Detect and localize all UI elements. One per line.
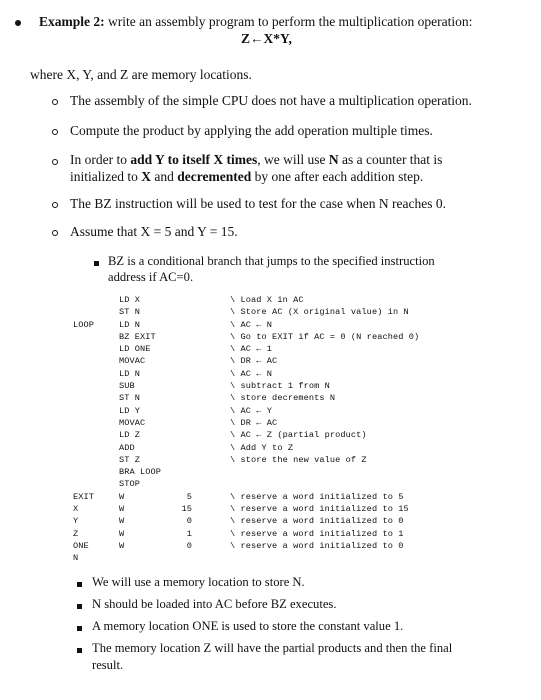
- point-2: Compute the product by applying the add operation multiple times.: [70, 123, 433, 138]
- code-value: [168, 368, 192, 380]
- subpoint-line2: address if AC=0.: [108, 270, 194, 284]
- code-comment: \ reserve a word initialized to 15: [230, 504, 409, 515]
- code-instruction: ADD: [119, 442, 135, 453]
- code-label: EXIT: [73, 491, 95, 502]
- code-instruction: ST N: [119, 393, 141, 404]
- code-label: X: [73, 504, 79, 515]
- code-instruction: W: [119, 504, 125, 515]
- code-value: 5: [186, 491, 192, 502]
- code-label: [73, 466, 94, 478]
- code-label: [73, 294, 94, 306]
- code-labels-column: [73, 294, 94, 565]
- code-instruction: MOVAC: [119, 356, 146, 367]
- code-value: [168, 392, 192, 404]
- code-label: ONE: [73, 540, 89, 551]
- point-4: The BZ instruction will be used to test for the case when N reaches 0.: [70, 196, 447, 211]
- code-comment: \ AC ← 1: [230, 344, 273, 355]
- code-value: [168, 405, 192, 417]
- code-value: 0: [186, 540, 192, 551]
- code-values-column: [168, 294, 192, 565]
- code-label: [73, 454, 94, 466]
- code-value: [168, 343, 192, 355]
- code-comment: \ AC ← Y: [230, 405, 273, 416]
- code-comment: \ AC ← N: [230, 368, 273, 379]
- code-comment: \ AC ← Z (partial product): [230, 430, 367, 441]
- code-label: Y: [73, 516, 79, 527]
- code-comment: \ store the new value of Z: [230, 454, 367, 465]
- final-point-4-cont: result.: [92, 658, 124, 672]
- code-value: [168, 306, 192, 318]
- code-label: [73, 429, 94, 441]
- point-5: Assume that X = 5 and Y = 15.: [70, 224, 238, 239]
- code-label: [73, 442, 94, 454]
- code-value: 15: [181, 504, 192, 515]
- code-label: [73, 380, 94, 392]
- code-value: [168, 380, 192, 392]
- code-label: [73, 355, 94, 367]
- code-comment: \ reserve a word initialized to 0: [230, 516, 404, 527]
- code-instructions-column: [119, 294, 161, 565]
- code-value: [168, 552, 192, 564]
- code-comment: [230, 552, 419, 564]
- code-label: Z: [73, 528, 79, 539]
- code-instruction: BRA LOOP: [119, 467, 162, 478]
- code-instruction: LD X: [119, 295, 141, 305]
- code-comment: \ store decrements N: [230, 393, 336, 404]
- code-value: [168, 466, 192, 478]
- code-comment: \ Add Y to Z: [230, 442, 294, 453]
- code-comments-column: [230, 294, 419, 565]
- bullet-circle: [52, 99, 58, 105]
- code-value: [168, 442, 192, 454]
- code-instruction: SUB: [119, 381, 135, 392]
- code-comment: \ subtract 1 from N: [230, 381, 330, 392]
- code-value: [168, 319, 192, 331]
- point-1: The assembly of the simple CPU does not have a multiplication operation.: [70, 93, 472, 108]
- code-label: LOOP: [73, 319, 95, 330]
- code-instruction: LD ONE: [119, 344, 151, 355]
- code-comment: \ Go to EXIT if AC = 0 (N reached 0): [230, 331, 420, 342]
- bullet-circle: [52, 129, 58, 135]
- bullet-square: [77, 582, 82, 587]
- code-value: [168, 454, 192, 466]
- final-point-2: N should be loaded into AC before BZ executes.: [92, 597, 337, 611]
- code-value: [168, 429, 192, 441]
- code-label: [73, 392, 94, 404]
- code-instruction: ST N: [119, 307, 141, 318]
- example-label: Example 2:: [39, 14, 105, 29]
- bullet-square: [77, 626, 82, 631]
- bullet-dot: [15, 20, 21, 26]
- bullet-square: [94, 261, 99, 266]
- code-label: [73, 417, 94, 429]
- code-comment: \ DR ← AC: [230, 356, 278, 367]
- code-instruction: W: [119, 540, 125, 551]
- code-instruction: [119, 552, 161, 564]
- bullet-circle: [52, 230, 58, 236]
- bullet-square: [77, 648, 82, 653]
- point-3-line1: In order to add Y to itself X times, we will use N as a counter that is: [70, 152, 443, 167]
- code-label: [73, 405, 94, 417]
- code-instruction: BZ EXIT: [119, 331, 156, 342]
- code-comment: \ Load X in AC: [230, 295, 304, 305]
- bullet-circle: [52, 202, 58, 208]
- code-comment: \ reserve a word initialized to 0: [230, 540, 404, 551]
- code-value: 0: [186, 516, 192, 527]
- code-comment: [230, 478, 419, 490]
- code-instruction: LD N: [119, 319, 141, 330]
- code-instruction: ST Z: [119, 454, 141, 465]
- code-label: [73, 306, 94, 318]
- final-point-1: We will use a memory location to store N.: [92, 575, 305, 589]
- code-value: [168, 294, 192, 306]
- code-instruction: LD Y: [119, 405, 141, 416]
- code-instruction: LD N: [119, 368, 141, 379]
- code-comment: \ reserve a word initialized to 1: [230, 528, 404, 539]
- final-point-4: The memory location Z will have the partial products and then the final: [92, 641, 453, 655]
- code-instruction: MOVAC: [119, 417, 146, 428]
- code-comment: \ AC ← N: [230, 319, 273, 330]
- code-instruction: LD Z: [119, 430, 141, 441]
- code-value: [168, 331, 192, 343]
- code-comment: [230, 466, 419, 478]
- code-comment: \ DR ← AC: [230, 417, 278, 428]
- bullet-square: [77, 604, 82, 609]
- subpoint-line1: BZ is a conditional branch that jumps to the specified instruction: [108, 254, 435, 268]
- code-value: [168, 417, 192, 429]
- final-point-3: A memory location ONE is used to store the constant value 1.: [92, 619, 404, 633]
- where-text: where X, Y, and Z are memory locations.: [30, 67, 252, 82]
- code-comment: \ reserve a word initialized to 5: [230, 491, 404, 502]
- code-label: N: [73, 553, 79, 564]
- code-label: [73, 478, 94, 490]
- code-value: [168, 355, 192, 367]
- example-text: write an assembly program to perform the multiplication operation:: [104, 14, 473, 29]
- code-instruction: W: [119, 491, 125, 502]
- code-label: [73, 343, 94, 355]
- example-heading: [39, 14, 472, 30]
- code-instruction: W: [119, 516, 125, 527]
- code-value: 1: [186, 528, 192, 539]
- code-instruction: W: [119, 528, 125, 539]
- point-3-line2: initialized to X and decremented by one after each addition step.: [70, 169, 424, 184]
- code-label: [73, 331, 94, 343]
- bullet-circle: [52, 159, 58, 165]
- formula: Z←X*Y,: [241, 31, 292, 46]
- code-instruction: STOP: [119, 479, 141, 490]
- code-comment: \ Store AC (X original value) in N: [230, 307, 409, 318]
- code-label: [73, 368, 94, 380]
- code-value: [168, 478, 192, 490]
